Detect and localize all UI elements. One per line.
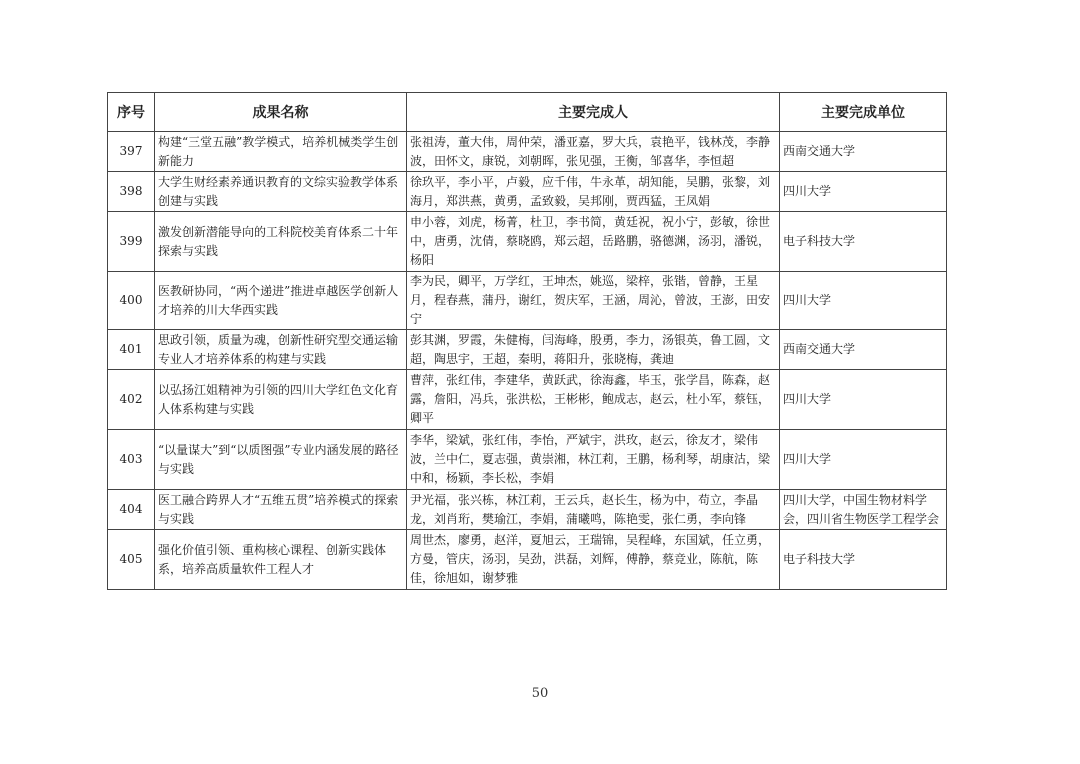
row-no: 403 bbox=[108, 430, 155, 490]
row-people: 李为民，卿平，万学红，王坤杰，姚巡，梁梓，张锴，曾静，王星月，程春燕，蒲丹，谢红，贺庆军，王涵，周沁，曾波，王澎，田安宁 bbox=[407, 272, 780, 330]
table-row bbox=[108, 370, 947, 430]
row-unit: 西南交通大学 bbox=[780, 132, 947, 172]
table-row bbox=[108, 132, 947, 172]
row-people: 曹萍，张红伟，李建华，黄跃武，徐海鑫，毕玉，张学昌，陈森，赵露，詹阳，冯兵，张洪松，王彬彬，鲍成志，赵云，杜小军，蔡钰，卿平 bbox=[407, 370, 780, 430]
row-unit: 四川大学，中国生物材料学会，四川省生物医学工程学会 bbox=[780, 490, 947, 530]
header-people: 主要完成人 bbox=[407, 93, 780, 132]
row-people: 张祖涛，董大伟，周仲荣，潘亚嘉，罗大兵，袁艳平，钱林茂，李静波，田怀文，康锐，刘朝晖，张见强，王衡，邹喜华，李恒超 bbox=[407, 132, 780, 172]
row-unit: 电子科技大学 bbox=[780, 212, 947, 272]
row-people: 尹光福，张兴栋，林江莉，王云兵，赵长生，杨为中，苟立，李晶龙，刘肖珩，樊瑜江，李娟，蒲曦鸣，陈艳雯，张仁勇，李向锋 bbox=[407, 490, 780, 530]
row-people: 周世杰，廖勇，赵洋，夏旭云，王瑞锦，吴程峰，东国斌，任立勇，方曼，管庆，汤羽，吴劲，洪磊，刘辉，傅静，蔡竞业，陈航，陈佳，徐旭如，谢梦雅 bbox=[407, 530, 780, 590]
table-row bbox=[108, 212, 947, 272]
row-name: 思政引领，质量为魂，创新性研究型交通运输专业人才培养体系的构建与实践 bbox=[155, 330, 407, 370]
table-row bbox=[108, 430, 947, 490]
row-unit: 电子科技大学 bbox=[780, 530, 947, 590]
row-name: 强化价值引领、重构核心课程、创新实践体系，培养高质量软件工程人才 bbox=[155, 530, 407, 590]
table-row bbox=[108, 530, 947, 590]
row-name: 以弘扬江姐精神为引领的四川大学红色文化育人体系构建与实践 bbox=[155, 370, 407, 430]
table-row bbox=[108, 490, 947, 530]
table-row bbox=[108, 172, 947, 212]
row-name: “以量谋大”到“以质图强”专业内涵发展的路径与实践 bbox=[155, 430, 407, 490]
row-people: 彭其渊，罗霞，朱健梅，闫海峰，殷勇，李力，汤银英，鲁工圆，文超，陶思宇，王超，秦明，蒋阳升，张晓梅，龚迪 bbox=[407, 330, 780, 370]
row-unit: 四川大学 bbox=[780, 370, 947, 430]
row-unit: 四川大学 bbox=[780, 272, 947, 330]
row-no: 402 bbox=[108, 370, 155, 430]
row-name: 构建“三堂五融”教学模式，培养机械类学生创新能力 bbox=[155, 132, 407, 172]
row-name: 大学生财经素养通识教育的文综实验教学体系创建与实践 bbox=[155, 172, 407, 212]
row-unit: 西南交通大学 bbox=[780, 330, 947, 370]
header-name: 成果名称 bbox=[155, 93, 407, 132]
row-people: 李华，梁斌，张红伟，李怡，严斌宇，洪玫，赵云，徐友才，梁伟波，兰中仁，夏志强，黄崇湘，林江莉，王鹏，杨利琴，胡康沽，梁中和，杨颖，李长松，李娟 bbox=[407, 430, 780, 490]
row-people: 申小蓉，刘虎，杨菁，杜卫，李书简，黄廷祝，祝小宁，彭敏，徐世中，唐勇，沈倩，蔡晓鸥，郑云超，岳路鹏，骆德渊，汤羽，潘锐，杨阳 bbox=[407, 212, 780, 272]
table-header-row bbox=[108, 93, 947, 132]
row-no: 404 bbox=[108, 490, 155, 530]
awards-table bbox=[107, 92, 947, 590]
table-row bbox=[108, 330, 947, 370]
row-no: 405 bbox=[108, 530, 155, 590]
table-row bbox=[108, 272, 947, 330]
row-no: 399 bbox=[108, 212, 155, 272]
row-name: 激发创新潜能导向的工科院校美育体系二十年探索与实践 bbox=[155, 212, 407, 272]
row-people: 徐玖平，李小平，卢毅，应千伟，牛永革，胡知能，吴鹏，张黎，刘海月，郑洪燕，黄勇，孟致毅，吴邦刚，贾西猛，王凤娟 bbox=[407, 172, 780, 212]
row-no: 398 bbox=[108, 172, 155, 212]
row-no: 397 bbox=[108, 132, 155, 172]
row-name: 医教研协同，“两个递进”推进卓越医学创新人才培养的川大华西实践 bbox=[155, 272, 407, 330]
header-unit: 主要完成单位 bbox=[780, 93, 947, 132]
page-number: 50 bbox=[531, 686, 549, 701]
header-no: 序号 bbox=[108, 93, 155, 132]
row-unit: 四川大学 bbox=[780, 430, 947, 490]
row-no: 401 bbox=[108, 330, 155, 370]
row-name: 医工融合跨界人才“五维五贯”培养模式的探索与实践 bbox=[155, 490, 407, 530]
row-unit: 四川大学 bbox=[780, 172, 947, 212]
row-no: 400 bbox=[108, 272, 155, 330]
